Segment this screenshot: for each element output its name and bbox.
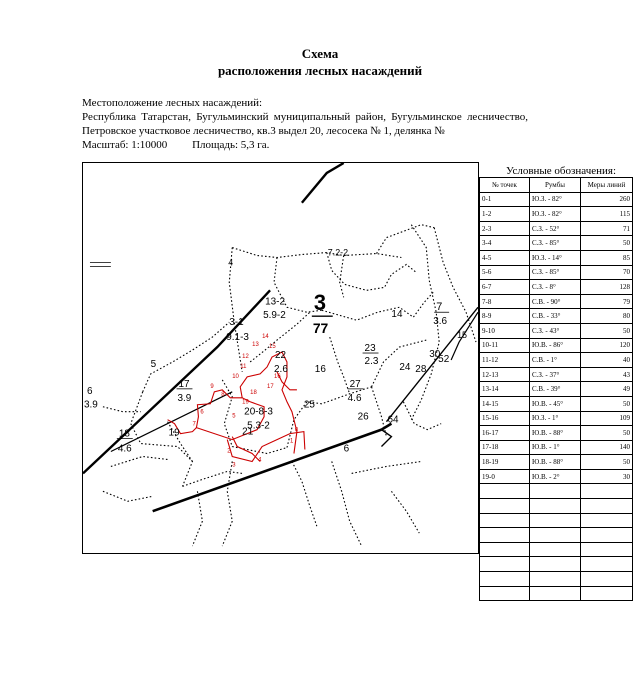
cell-length: 50 <box>581 396 633 411</box>
label-26: 26 <box>357 411 369 423</box>
table-row <box>480 236 633 251</box>
cell-bearing: С.З. - 37° <box>530 367 581 382</box>
table-row <box>480 309 633 324</box>
label-14: 14 <box>391 309 403 321</box>
cell-points: 2-3 <box>480 221 530 236</box>
stand-boundaries <box>103 225 476 546</box>
label-21: 21 <box>242 426 254 438</box>
table-header-row <box>480 178 633 193</box>
cell-empty <box>480 499 530 514</box>
cell-points: 3-4 <box>480 236 530 251</box>
label-3-9: 3.9 <box>177 392 192 404</box>
cell-bearing: Ю.В. - 2° <box>530 469 581 484</box>
label-24: 24 <box>399 361 411 373</box>
cell-points: 6-7 <box>480 280 530 295</box>
point-5: 5 <box>232 413 236 420</box>
cell-points: 0-1 <box>480 192 530 207</box>
cell-length: 260 <box>581 192 633 207</box>
table-row-empty <box>480 586 633 601</box>
label-4-6b: 4.6 <box>117 443 132 455</box>
table-row <box>480 455 633 470</box>
label-2-6: 2.6 <box>274 363 288 375</box>
map-labels <box>84 248 467 455</box>
label-4: 4 <box>228 257 234 268</box>
cell-points: 4-5 <box>480 250 530 265</box>
point-1: 1 <box>289 438 294 445</box>
label-3-1: 3-1 <box>229 317 244 329</box>
cell-empty <box>530 484 581 499</box>
cell-bearing: С.З. - 43° <box>530 323 581 338</box>
table-row <box>480 353 633 368</box>
point-10: 10 <box>232 373 239 380</box>
cell-length: 79 <box>581 294 633 309</box>
label-5: 5 <box>150 358 157 370</box>
road-symbol <box>90 262 111 266</box>
point-17: 17 <box>267 383 274 390</box>
cell-bearing: С.В. - 90° <box>530 294 581 309</box>
cell-length: 50 <box>581 426 633 441</box>
table-row <box>480 469 633 484</box>
point-2: 2 <box>227 448 231 455</box>
label-52: 52 <box>438 353 450 365</box>
point-14: 14 <box>262 334 269 341</box>
label-27: 27 <box>349 378 361 390</box>
cell-length: 49 <box>581 382 633 397</box>
label-3-9b: 3.9 <box>84 399 98 411</box>
table-row <box>480 207 633 222</box>
table-row <box>480 250 633 265</box>
table-row <box>480 265 633 280</box>
table-row <box>480 338 633 353</box>
point-6: 6 <box>200 409 204 416</box>
cell-empty <box>581 528 633 543</box>
cell-empty <box>581 513 633 528</box>
cell-empty <box>581 572 633 587</box>
cell-bearing: Ю.З. - 14° <box>530 250 581 265</box>
table-row <box>480 221 633 236</box>
bearings-table <box>479 177 633 601</box>
label-23: 23 <box>364 343 376 355</box>
table-row-empty <box>480 499 633 514</box>
cell-length: 50 <box>581 455 633 470</box>
cell-bearing: Ю.В. - 88° <box>530 426 581 441</box>
forest-map <box>82 162 479 554</box>
cell-empty <box>530 557 581 572</box>
cell-points: 1-2 <box>480 207 530 222</box>
cell-points: 7-8 <box>480 294 530 309</box>
cell-empty <box>530 513 581 528</box>
cell-length: 140 <box>581 440 633 455</box>
table-row-empty <box>480 513 633 528</box>
cell-bearing: Ю.З. - 82° <box>530 207 581 222</box>
table-row-empty <box>480 557 633 572</box>
cell-bearing: С.З. - 52° <box>530 221 581 236</box>
cell-bearing: Ю.З. - 82° <box>530 192 581 207</box>
table-row-empty <box>480 542 633 557</box>
cell-empty <box>530 528 581 543</box>
document-title: Схема <box>301 46 339 61</box>
cell-empty <box>480 557 530 572</box>
cell-bearing: С.В. - 39° <box>530 382 581 397</box>
cell-bearing: Ю.В. - 86° <box>530 338 581 353</box>
label-3-6: 3.6 <box>433 316 448 328</box>
cell-bearing: С.В. - 1° <box>530 353 581 368</box>
point-15: 15 <box>269 344 276 351</box>
cell-empty <box>480 484 530 499</box>
label-30: 30 <box>429 349 441 361</box>
table-row-empty <box>480 528 633 543</box>
cell-length: 40 <box>581 353 633 368</box>
quarter-area: 77 <box>312 320 329 337</box>
label-2-3: 2.3 <box>364 355 379 367</box>
cell-points: 12-13 <box>480 367 530 382</box>
cell-length: 128 <box>581 280 633 295</box>
cell-empty <box>530 586 581 601</box>
col-header-bearings: Румбы <box>530 178 581 193</box>
cell-length: 120 <box>581 338 633 353</box>
cell-points: 18-19 <box>480 455 530 470</box>
cell-empty <box>480 528 530 543</box>
point-12: 12 <box>242 354 249 360</box>
table-row <box>480 411 633 426</box>
point-7: 7 <box>192 421 196 428</box>
label-16: 16 <box>314 363 326 375</box>
cell-bearing: С.З. - 85° <box>530 265 581 280</box>
cell-points: 5-6 <box>480 265 530 280</box>
cell-empty <box>581 499 633 514</box>
cell-length: 109 <box>581 411 633 426</box>
location-text: Республика Татарстан, Бугульминский муниципальный район, Бугульминское лесничество, Петровское участковое лесничество, кв.3 выдел 20, лесосека № 1, делянка № <box>82 111 528 137</box>
cell-points: 13-14 <box>480 382 530 397</box>
label-5-9-2: 5.9-2 <box>263 310 286 322</box>
label-9-1-3: 9.1-3 <box>226 332 249 344</box>
cell-empty <box>530 499 581 514</box>
table-row <box>480 294 633 309</box>
table-row <box>480 440 633 455</box>
point-13: 13 <box>252 342 259 349</box>
table-row <box>480 367 633 382</box>
cell-length: 85 <box>581 250 633 265</box>
cell-bearing: Ю.В. - 45° <box>530 396 581 411</box>
cell-points: 17-18 <box>480 440 530 455</box>
label-4-6: 4.6 <box>347 392 362 404</box>
cell-empty <box>480 513 530 528</box>
cell-points: 9-10 <box>480 323 530 338</box>
point-4: 4 <box>258 457 262 464</box>
table-row <box>480 323 633 338</box>
cell-empty <box>480 586 530 601</box>
point-19: 19 <box>242 399 249 406</box>
point-8: 8 <box>221 391 225 398</box>
label-7: 7 <box>436 301 443 314</box>
cell-points: 16-17 <box>480 426 530 441</box>
cell-empty <box>581 484 633 499</box>
table-row <box>480 396 633 411</box>
table-row <box>480 280 633 295</box>
cell-points: 19-0 <box>480 469 530 484</box>
scale-text: Масштаб: 1:10000 <box>82 139 168 151</box>
table-row <box>480 426 633 441</box>
point-9: 9 <box>210 383 214 390</box>
table-row <box>480 192 633 207</box>
cell-points: 15-16 <box>480 411 530 426</box>
point-16: 16 <box>274 373 281 380</box>
cell-bearing: Ю.В. - 88° <box>530 455 581 470</box>
table-row-empty <box>480 572 633 587</box>
label-18: 18 <box>118 428 130 440</box>
cell-bearing: С.З. - 8° <box>530 280 581 295</box>
point-18: 18 <box>250 389 257 396</box>
cell-length: 70 <box>581 265 633 280</box>
cell-points: 10-11 <box>480 338 530 353</box>
map-drawing <box>83 163 478 553</box>
document-subtitle: расположения лесных насаждений <box>217 63 423 78</box>
label-28: 28 <box>415 363 427 375</box>
location-label: Местоположение лесных насаждений: <box>82 97 263 109</box>
label-64: 64 <box>387 414 399 426</box>
col-header-points: № точек <box>480 178 530 193</box>
cell-length: 115 <box>581 207 633 222</box>
cell-empty <box>581 586 633 601</box>
area-text: Площадь: 5,3 га. <box>192 139 270 151</box>
scale-area-line <box>82 138 528 152</box>
cell-empty <box>480 572 530 587</box>
label-5-3-2: 5.3-2 <box>247 420 270 432</box>
cell-length: 43 <box>581 367 633 382</box>
point-11: 11 <box>240 363 247 370</box>
label-7-2-2: 7.2-2 <box>327 247 349 258</box>
cell-bearing: С.З. - 85° <box>530 236 581 251</box>
label-13-2: 13-2 <box>265 296 285 308</box>
cell-points: 11-12 <box>480 353 530 368</box>
cell-length: 30 <box>581 469 633 484</box>
cell-length: 50 <box>581 323 633 338</box>
label-19: 19 <box>168 427 180 439</box>
cell-length: 50 <box>581 236 633 251</box>
point-0: 0 <box>294 427 299 434</box>
col-header-lengths: Меры линий <box>581 178 633 193</box>
cell-points: 8-9 <box>480 309 530 324</box>
label-20-8-3: 20-8-3 <box>244 406 273 418</box>
cell-bearing: Ю.В. - 1° <box>530 440 581 455</box>
label-17: 17 <box>178 378 190 390</box>
table-row <box>480 382 633 397</box>
cell-points: 14-15 <box>480 396 530 411</box>
cell-length: 71 <box>581 221 633 236</box>
label-6b: 6 <box>343 443 350 455</box>
cell-empty <box>530 572 581 587</box>
label-25: 25 <box>303 399 315 411</box>
legend-title: Условные обозначения: <box>505 165 617 177</box>
cell-empty <box>480 542 530 557</box>
cell-bearing: Ю.З. - 1° <box>530 411 581 426</box>
cell-empty <box>530 542 581 557</box>
quarter-number: 3 <box>313 290 327 316</box>
table-row-empty <box>480 484 633 499</box>
cell-empty <box>581 557 633 572</box>
cell-empty <box>581 542 633 557</box>
cell-length: 80 <box>581 309 633 324</box>
cell-bearing: С.В. - 33° <box>530 309 581 324</box>
label-22: 22 <box>275 350 287 361</box>
label-15: 15 <box>457 330 468 341</box>
point-3: 3 <box>232 462 236 469</box>
label-6: 6 <box>86 385 93 397</box>
